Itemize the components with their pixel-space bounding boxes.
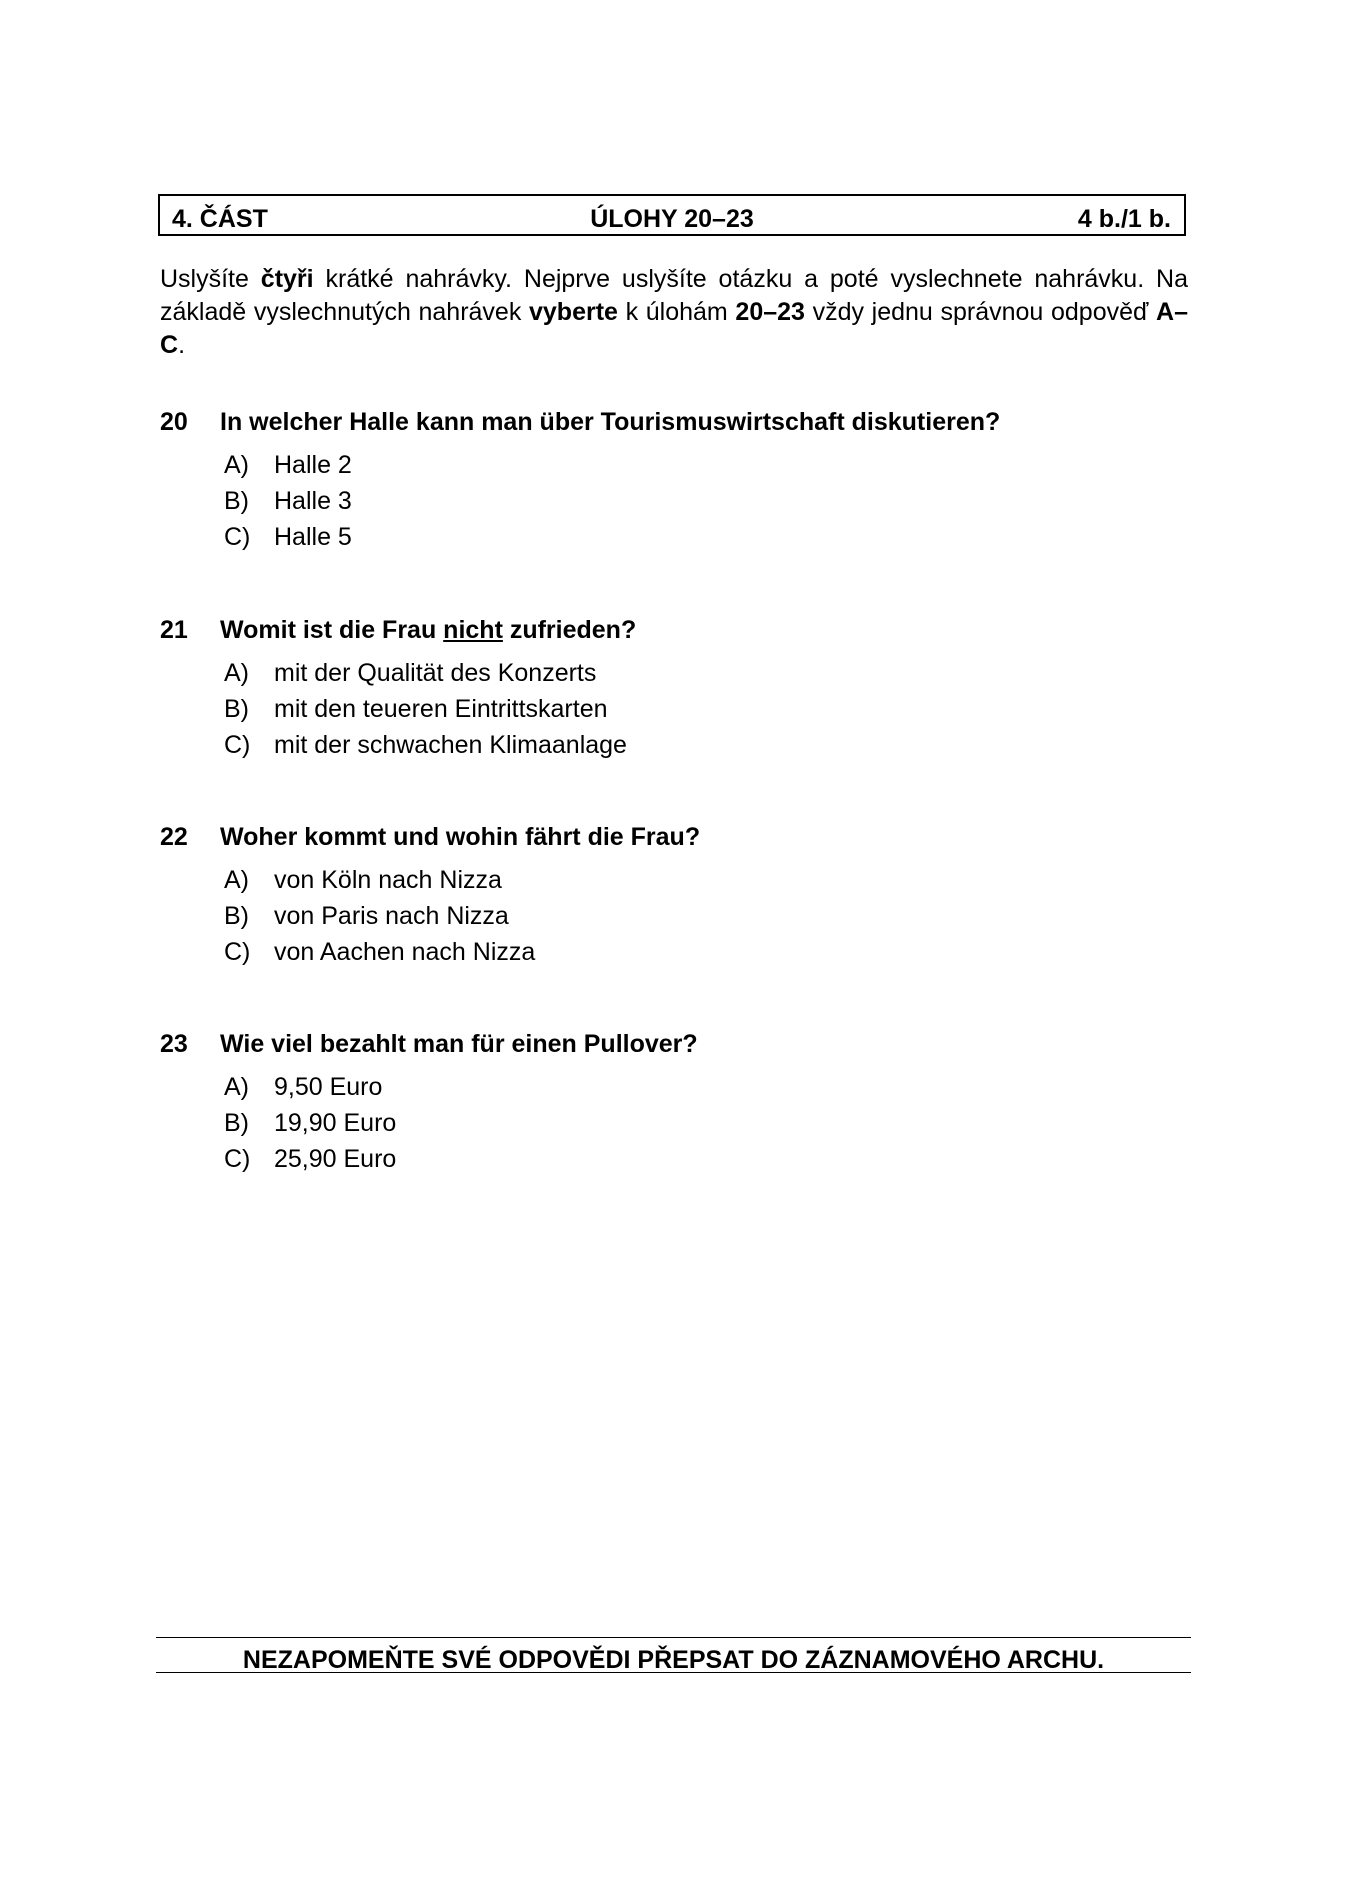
instructions-text: k úlohám xyxy=(617,298,736,326)
footer-top-rule xyxy=(156,1637,1191,1638)
answer-option-a xyxy=(224,866,535,902)
option-text: mit der schwachen Klimaanlage xyxy=(274,731,627,759)
option-letter: A) xyxy=(224,866,249,894)
question-text: Wie viel bezahlt man für einen Pullover? xyxy=(220,1030,698,1058)
instructions-bold: 20–23 xyxy=(735,298,805,326)
answer-option-b xyxy=(224,902,535,938)
answer-options xyxy=(224,659,627,767)
instructions-text: Uslyšíte xyxy=(160,265,261,293)
option-text: von Aachen nach Nizza xyxy=(274,938,536,966)
instructions-bold: vyberte xyxy=(529,298,618,326)
option-letter: B) xyxy=(224,1109,249,1137)
question-number: 23 xyxy=(160,1030,188,1058)
instructions-bold: A–C xyxy=(160,298,1188,359)
question-text xyxy=(220,616,636,645)
option-text: Halle 5 xyxy=(274,523,352,551)
option-text: mit der Qualität des Konzerts xyxy=(274,659,597,687)
question-text: In welcher Halle kann man über Tourismuswirtschaft diskutieren? xyxy=(220,408,1001,436)
answer-options xyxy=(224,451,352,559)
option-text: von Köln nach Nizza xyxy=(274,866,502,894)
answer-option-a xyxy=(224,659,627,695)
option-letter: C) xyxy=(224,731,251,759)
option-text: von Paris nach Nizza xyxy=(274,902,509,930)
question-number: 20 xyxy=(160,408,188,436)
question-number: 21 xyxy=(160,616,188,644)
option-letter: B) xyxy=(224,487,249,515)
answer-option-b xyxy=(224,1109,396,1145)
footer-bottom-rule xyxy=(156,1672,1191,1673)
instructions-bold: čtyři xyxy=(260,265,314,293)
answer-option-c xyxy=(224,523,352,559)
question-text-part: Womit ist die Frau xyxy=(220,616,444,644)
option-text: Halle 2 xyxy=(274,451,352,479)
option-text: 25,90 Euro xyxy=(274,1145,397,1173)
option-letter: C) xyxy=(224,1145,251,1173)
footer-reminder: NEZAPOMEŇTE SVÉ ODPOVĚDI PŘEPSAT DO ZÁZNAMOVÉHO ARCHU. xyxy=(242,1646,1105,1674)
option-letter: B) xyxy=(224,902,249,930)
section-part: 4. ČÁST xyxy=(172,205,268,233)
answer-option-a xyxy=(224,451,352,487)
option-letter: A) xyxy=(224,451,249,479)
answer-options xyxy=(224,866,535,974)
instructions xyxy=(160,263,1188,362)
option-letter: C) xyxy=(224,523,251,551)
question-text-part: zufrieden? xyxy=(502,616,637,644)
instructions-text: . xyxy=(178,331,186,359)
question-number: 22 xyxy=(160,823,188,851)
option-text: mit den teueren Eintrittskarten xyxy=(274,695,608,723)
answer-option-c xyxy=(224,1145,396,1181)
question-text-underlined: nicht xyxy=(443,616,503,644)
answer-option-c xyxy=(224,938,535,974)
option-letter: A) xyxy=(224,1073,249,1101)
section-tasks: ÚLOHY 20–23 xyxy=(590,205,754,233)
answer-option-b xyxy=(224,487,352,523)
instructions-text: vždy jednu správnou odpověď xyxy=(804,298,1157,326)
answer-option-a xyxy=(224,1073,396,1109)
answer-option-b xyxy=(224,695,627,731)
option-letter: B) xyxy=(224,695,249,723)
instructions-text: krátké nahrávky. Nejprve uslyšíte otázku a poté vyslechnete nahrávku. Na základě vyslechnutých nahrávek xyxy=(160,265,1188,326)
section-header xyxy=(158,194,1186,236)
section-points: 4 b./1 b. xyxy=(1077,205,1171,233)
answer-options xyxy=(224,1073,396,1181)
question-text: Woher kommt und wohin fährt die Frau? xyxy=(220,823,701,851)
option-letter: A) xyxy=(224,659,249,687)
option-letter: C) xyxy=(224,938,251,966)
option-text: Halle 3 xyxy=(274,487,352,515)
answer-option-c xyxy=(224,731,627,767)
option-text: 9,50 Euro xyxy=(274,1073,383,1101)
option-text: 19,90 Euro xyxy=(274,1109,397,1137)
